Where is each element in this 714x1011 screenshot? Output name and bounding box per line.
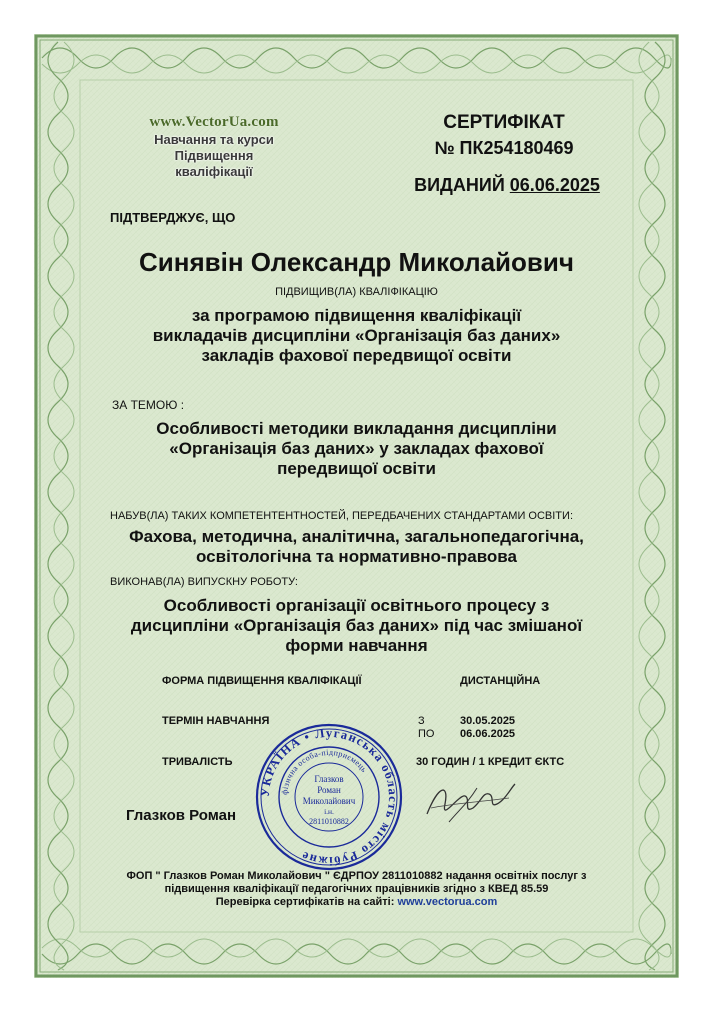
program-line: за програмою підвищення кваліфікації — [191, 306, 522, 325]
topic-line: «Організація баз даних» у закладах фахової — [169, 439, 544, 458]
duration-value: 30 ГОДИН / 1 КРЕДИТ ЄКТС — [416, 756, 565, 768]
seal-center-line: Миколайович — [302, 796, 356, 806]
certificate-number: № ПК254180469 — [434, 138, 574, 158]
footer-text — [84, 870, 629, 909]
issued-label: ВИДАНИЙ — [414, 175, 505, 195]
footer-verify-label: Перевірка сертифікатів на сайті: — [215, 896, 398, 908]
term-to-date: 06.06.2025 — [460, 728, 516, 740]
competencies-text — [34, 527, 679, 567]
signature-icon — [419, 774, 519, 834]
footer-line: ФОП " Глазков Роман Миколайович " ЄДРПОУ 2811010882 надання освітніх послуг з — [126, 870, 587, 882]
topic-line: Особливості методики викладання дисципліни — [156, 419, 557, 438]
competencies-label: НАБУВ(ЛА) ТАКИХ КОМПЕТЕНТЕНТНОСТЕЙ, ПЕРЕДБАЧЕНИХ СТАНДАРТАМИ ОСВІТИ: — [110, 510, 573, 522]
seal-center-line: 2811010882 — [309, 817, 349, 826]
thesis-label: ВИКОНАВ(ЛА) ВИПУСКНУ РОБОТУ: — [110, 576, 298, 588]
thesis-text — [34, 596, 679, 656]
form-value: ДИСТАНЦІЙНА — [460, 675, 541, 687]
topic-line: передвищої освіти — [277, 459, 436, 478]
topic-label: ЗА ТЕМОЮ : — [112, 398, 185, 412]
logo-url: www.VectorUa.com — [149, 114, 279, 130]
topic-text — [34, 419, 679, 479]
thesis-line: форми навчання — [285, 636, 428, 655]
confirms-label: ПІДТВЕРДЖУЄ, ЩО — [110, 210, 236, 225]
program-line: викладачів дисципліни «Організація баз даних» — [152, 326, 561, 345]
term-from-label: З — [418, 715, 425, 727]
form-label: ФОРМА ПІДВИЩЕННЯ КВАЛІФІКАЦІЇ — [162, 675, 362, 687]
issued-date: 06.06.2025 — [509, 175, 600, 195]
term-to-label: ПО — [418, 728, 435, 740]
improved-label: ПІДВИЩИВ(ЛА) КВАЛІФІКАЦІЮ — [275, 286, 438, 298]
footer-line — [84, 896, 629, 909]
official-seal-icon — [254, 722, 404, 872]
thesis-line: дисципліни «Організація баз даних» під час змішаної — [130, 616, 583, 635]
signatory-name: Глазков Роман — [126, 807, 237, 824]
certificate-title: СЕРТИФІКАТ — [443, 112, 565, 133]
program-line: закладів фахової передвищої освіти — [201, 346, 512, 365]
program-text — [34, 306, 679, 366]
term-from-date: 30.05.2025 — [460, 715, 516, 727]
footer-line: підвищення кваліфікації педагогічних працівників згідно з КВЕД 85.59 — [164, 883, 549, 895]
seal-inner-text: фізична особа-підприємець — [279, 747, 369, 796]
logo-line-improvement: Підвищення — [174, 148, 254, 163]
thesis-line: Особливості організації освітнього процесу з — [163, 596, 550, 615]
verify-link[interactable]: www.vectorua.com — [397, 896, 498, 908]
term-label: ТЕРМІН НАВЧАННЯ — [162, 715, 270, 727]
seal-center-line: і.н. — [324, 807, 334, 816]
competencies-line: освітологічна та нормативно-правова — [196, 547, 517, 566]
seal-outer-text: УКРАЇНА • Луганська область місто Рубіжне — [257, 725, 401, 869]
certificate-issued — [367, 175, 647, 196]
logo-line-qualification: кваліфікації — [175, 164, 253, 179]
certificate-sheet — [34, 34, 679, 978]
competencies-line: Фахова, методична, аналітична, загальнопедагогічна, — [129, 527, 584, 546]
seal-center-line: Роман — [317, 785, 341, 795]
seal-center-line: Глазков — [314, 774, 344, 784]
logo-line-courses: Навчання та курси — [154, 132, 274, 147]
recipient-name: Синявін Олександр Миколайович — [139, 247, 574, 277]
duration-label: ТРИВАЛІСТЬ — [162, 756, 233, 768]
